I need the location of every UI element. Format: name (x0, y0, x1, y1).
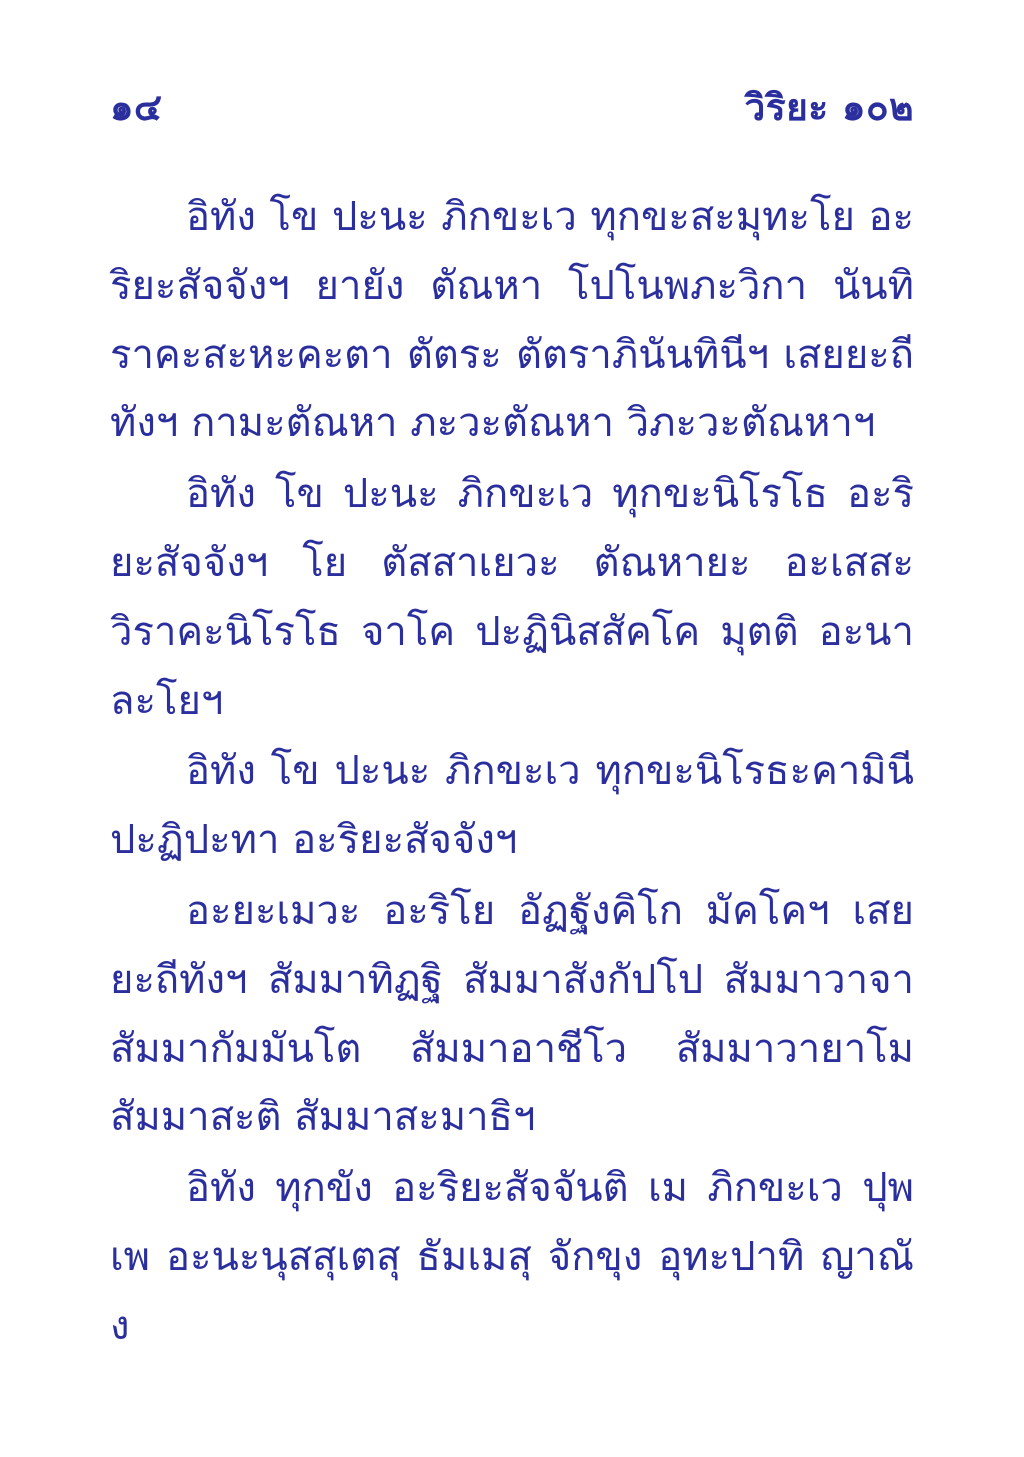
paragraph: อะยะเมวะ อะริโย อัฏฐังคิโก มัคโคฯ เสยยะถีทังฯ สัมมาทิฏฐิ สัมมาสังกัปโป สัมมาวาจา สัมมากัมมันโต สัมมาอาชีโว สัมมาวายาโม สัมมาสะติ สัมมาสะมาธิฯ (110, 887, 914, 1141)
page-header (110, 78, 914, 137)
paragraph: อิทัง โข ปะนะ ภิกขะเว ทุกขะนิโรโธ อะริยะสัจจังฯ โย ตัสสาเยวะ ตัณหายะ อะเสสะวิราคะนิโรโธ จาโค ปะฏินิสสัคโค มุตติ อะนาละโยฯ (110, 471, 914, 724)
paragraph: อิทัง โข ปะนะ ภิกขะเว ทุกขะนิโรธะคามินี ปะฏิปะทา อะริยะสัจจังฯ (110, 748, 914, 864)
running-title: วิริยะ ๑๐๒ (744, 86, 914, 129)
page-number: ๑๔ (110, 86, 163, 129)
paragraph: อิทัง โข ปะนะ ภิกขะเว ทุกขะสะมุทะโย อะริยะสัจจังฯ ยายัง ตัณหา โปโนพภะวิกา นันทิราคะสะหะคะตา ตัตระ ตัตราภินันทินีฯ เสยยะถีทังฯ กามะตัณหา ภะวะตัณหา วิภะวะตัณหาฯ (110, 194, 914, 447)
paragraph: อิทัง ทุกขัง อะริยะสัจจันติ เม ภิกขะเว ปุพเพ อะนะนุสสุเตสุ ธัมเมสุ จักขุง อุทะปาทิ ญาณัง (110, 1165, 914, 1349)
body-text (110, 183, 914, 1361)
